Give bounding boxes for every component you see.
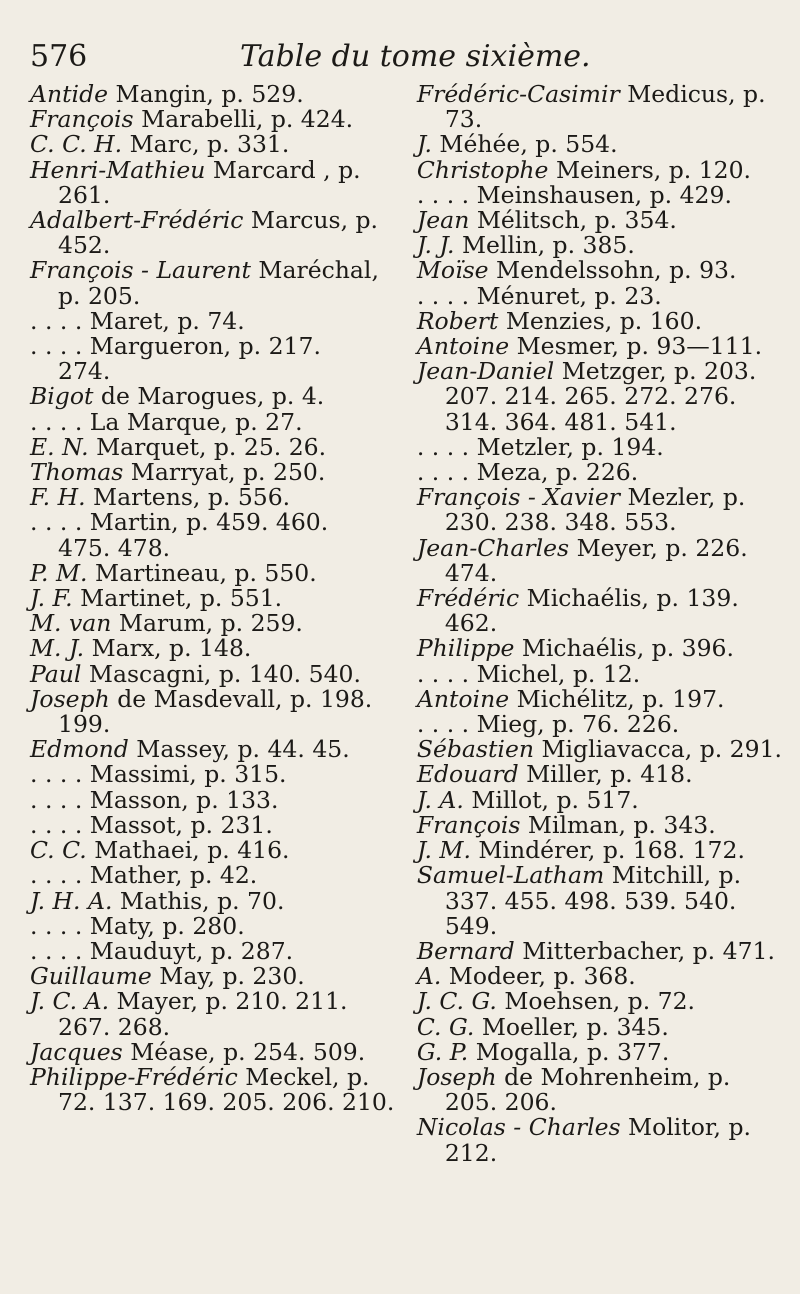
index-entry [417, 485, 782, 535]
entry-given-name: Antide [30, 80, 109, 108]
entry-surname-pages: Martineau, p. 550. [95, 558, 317, 587]
entry-given-name: Guillaume [30, 962, 152, 991]
entry-surname-pages: de Mohrenheim, p. [504, 1062, 731, 1091]
entry-surname-pages: . . . . Martin, p. 459. 460. [30, 508, 329, 537]
entry-surname-pages: Migliavacca, p. 291. [541, 735, 782, 764]
index-entry [30, 485, 399, 510]
entry-continuation: 230. 238. 348. 553. [444, 508, 677, 537]
entry-surname-pages: Martinet, p. 551. [80, 584, 283, 613]
index-entry [30, 886, 399, 915]
entry-given-name: Frédéric-Casimir [416, 80, 620, 108]
entry-surname-pages: Mascagni, p. 140. 540. [88, 659, 361, 688]
index-entry [416, 1012, 782, 1041]
entry-surname-pages: Mathis, p. 70. [119, 886, 285, 915]
entry-given-name: Samuel-Latham [416, 861, 605, 890]
entry-surname-pages: . . . . Metzler, p. 194. [416, 432, 664, 461]
entry-given-name: François - Xavier [416, 483, 620, 512]
index-entry [30, 684, 399, 739]
entry-given-name: Joseph [30, 684, 110, 713]
index-entry [30, 636, 399, 661]
entry-surname-pages: de Marogues, p. 4. [100, 382, 325, 411]
entry-continuation: 72. 137. 169. 205. 206. 210. [58, 1088, 395, 1117]
entry-continuation: 207. 214. 265. 272. 276. 314. 364. 481. 541. [444, 382, 737, 436]
entry-surname-pages: Millot, p. 517. [471, 785, 639, 814]
entry-given-name: M. J. [30, 634, 85, 663]
right-index-column [413, 82, 782, 1166]
index-entry [416, 1062, 782, 1117]
entry-given-name: Sébastien [416, 735, 534, 764]
index-entry [417, 1115, 782, 1165]
entry-surname-pages: . . . . Ménuret, p. 23. [416, 281, 662, 310]
entry-surname-pages: Méhée, p. 554. [439, 130, 618, 159]
index-entry [417, 636, 782, 661]
index-entry [30, 964, 399, 989]
index-columns [30, 82, 782, 1166]
index-entry [416, 281, 782, 310]
index-entry [417, 863, 782, 939]
entry-surname-pages: Marum, p. 259. [118, 609, 303, 638]
index-entry [417, 334, 782, 359]
entry-given-name: Jean-Charles [416, 533, 570, 562]
index-entry [30, 989, 399, 1039]
index-entry [416, 684, 782, 713]
entry-surname-pages: . . . . Meinshausen, p. 429. [416, 180, 732, 209]
index-entry [30, 510, 399, 560]
entry-surname-pages: Michaélis, p. 396. [521, 634, 734, 663]
index-entry [417, 208, 782, 233]
entry-given-name: Moïse [416, 256, 489, 285]
index-entry [30, 132, 399, 157]
entry-surname-pages: May, p. 230. [159, 962, 305, 991]
index-entry [416, 810, 782, 839]
entry-surname-pages: Marx, p. 148. [91, 634, 252, 663]
entry-continuation: 73. [444, 105, 483, 134]
entry-given-name: Jean [416, 206, 470, 235]
entry-given-name: Philippe-Frédéric [30, 1062, 238, 1091]
entry-surname-pages: . . . . Meza, p. 226. [416, 458, 639, 487]
index-entry [417, 233, 782, 258]
entry-surname-pages: Moehsen, p. 72. [504, 987, 696, 1016]
index-entry [30, 107, 399, 132]
entry-continuation: 199. [58, 710, 111, 739]
index-entry [30, 258, 399, 308]
entry-surname-pages: Marabelli, p. 424. [141, 105, 354, 134]
index-entry [30, 155, 399, 209]
entry-given-name: François [30, 105, 134, 134]
index-entry [417, 737, 782, 762]
entry-surname-pages: . . . . Mather, p. 42. [30, 861, 258, 890]
entry-given-name: M. van [30, 609, 112, 638]
entry-given-name: P. M. [30, 558, 88, 587]
entry-surname-pages: Molitor, p. [628, 1113, 751, 1142]
index-entry [30, 460, 399, 485]
entry-given-name: J. J. [416, 231, 455, 260]
page-number: 576 [30, 39, 88, 74]
index-entry [30, 762, 399, 787]
entry-given-name: Antoine [416, 684, 510, 713]
index-entry [416, 936, 782, 965]
entry-given-name: Robert [416, 306, 499, 335]
entry-surname-pages: Miller, p. 418. [526, 760, 693, 789]
entry-given-name: F. H. [30, 483, 86, 512]
entry-surname-pages: Milman, p. 343. [527, 810, 716, 839]
entry-given-name: Paul [30, 659, 82, 688]
entry-surname-pages: Menzies, p. 160. [505, 306, 703, 335]
entry-given-name: J. H. A. [30, 886, 113, 915]
index-entry [30, 558, 399, 587]
entry-surname-pages: . . . . Massimi, p. 315. [30, 760, 287, 789]
index-entry [30, 838, 399, 863]
entry-given-name: E. N. [30, 432, 89, 461]
entry-given-name: Joseph [416, 1062, 497, 1091]
entry-given-name: Jean-Daniel [416, 357, 555, 386]
running-header [30, 34, 782, 80]
entry-given-name: Adalbert-Frédéric [30, 206, 244, 235]
entry-surname-pages: Massey, p. 44. 45. [136, 735, 350, 764]
entry-surname-pages: . . . . Massot, p. 231. [30, 810, 273, 839]
entry-surname-pages: Marcard , p. [212, 155, 361, 184]
entry-continuation: 474. [444, 558, 498, 587]
entry-surname-pages: Mogalla, p. 377. [475, 1037, 670, 1066]
entry-given-name: Edmond [30, 735, 129, 764]
index-entry [30, 1037, 399, 1066]
entry-continuation: 462. [444, 609, 498, 638]
index-entry [416, 659, 782, 688]
entry-surname-pages: . . . . La Marque, p. 27. [30, 407, 303, 436]
entry-surname-pages: . . . . Masson, p. 133. [30, 785, 279, 814]
entry-continuation: 267. 268. [58, 1012, 171, 1041]
entry-given-name: Antoine [416, 332, 510, 361]
entry-given-name: François - Laurent [30, 256, 251, 285]
index-entry [416, 533, 782, 587]
entry-surname-pages: Moeller, p. 345. [481, 1012, 669, 1041]
entry-given-name: François [416, 810, 521, 839]
entry-surname-pages: Martens, p. 556. [93, 483, 291, 512]
entry-surname-pages: Mezler, p. [627, 483, 746, 512]
entry-given-name: Henri-Mathieu [30, 155, 206, 184]
index-entry [30, 1062, 399, 1117]
index-entry [30, 306, 399, 335]
index-entry [30, 737, 399, 762]
entry-surname-pages: Mathaei, p. 416. [94, 836, 290, 865]
entry-surname-pages: Mélitsch, p. 354. [476, 206, 677, 235]
entry-surname-pages: Marcus, p. [250, 206, 379, 235]
entry-continuation: 261. [58, 180, 111, 209]
index-entry [416, 785, 782, 814]
entry-surname-pages: Méase, p. 254. 509. [130, 1037, 366, 1066]
entry-surname-pages: . . . . Margueron, p. 217. [30, 332, 321, 361]
entry-given-name: J. C. A. [30, 987, 110, 1016]
index-entry [30, 407, 399, 436]
index-entry [416, 306, 782, 335]
index-entry [30, 810, 399, 839]
index-entry [30, 911, 399, 940]
index-entry [416, 155, 782, 184]
index-entry [417, 964, 782, 989]
entry-given-name: C. C. H. [30, 130, 123, 159]
index-entry [30, 611, 399, 636]
entry-continuation: 212. [444, 1138, 498, 1167]
index-entry [417, 586, 782, 636]
index-entry [417, 258, 782, 283]
entry-continuation: p. 205. [58, 281, 141, 310]
entry-surname-pages: Meckel, p. [245, 1062, 370, 1091]
index-entry [30, 334, 399, 384]
entry-continuation: 337. 455. 498. 539. 540. 549. [444, 886, 737, 940]
entry-given-name: Edouard [416, 760, 519, 789]
index-entry [417, 838, 782, 863]
entry-surname-pages: Mendelssohn, p. 93. [496, 256, 737, 285]
index-entry [30, 659, 399, 688]
index-entry [417, 989, 782, 1014]
entry-given-name: C. G. [416, 1012, 475, 1041]
entry-surname-pages: Meiners, p. 120. [555, 155, 752, 184]
entry-surname-pages: Michaélis, p. 139. [526, 584, 739, 613]
entry-surname-pages: . . . . Michel, p. 12. [416, 659, 641, 688]
entry-surname-pages: Marc, p. 331. [129, 130, 290, 159]
running-title: Table du tome sixième. [240, 39, 591, 74]
entry-given-name: J. [416, 130, 432, 159]
entry-surname-pages: Marquet, p. 25. 26. [96, 432, 327, 461]
entry-given-name: Bernard [416, 936, 515, 965]
entry-given-name: A. [416, 962, 442, 991]
entry-surname-pages: Mesmer, p. 93—111. [516, 332, 763, 361]
index-entry [417, 460, 782, 485]
entry-surname-pages: Medicus, p. [627, 80, 766, 108]
entry-surname-pages: . . . . Mauduyt, p. 287. [30, 936, 294, 965]
entry-surname-pages: Modeer, p. 368. [448, 962, 636, 991]
entry-continuation: 205. 206. [444, 1088, 557, 1117]
index-entry [30, 432, 399, 461]
entry-surname-pages: Metzger, p. 203. [561, 357, 757, 386]
entry-given-name: Jacques [30, 1037, 123, 1066]
index-entry [30, 936, 399, 965]
index-entry [30, 208, 399, 258]
index-entry [416, 1037, 782, 1066]
entry-surname-pages: de Masdevall, p. 198. [117, 684, 373, 713]
index-entry [30, 384, 399, 409]
entry-surname-pages: Mitterbacher, p. 471. [522, 936, 775, 965]
entry-continuation: 475. 478. [58, 533, 171, 562]
entry-surname-pages: Mellin, p. 385. [461, 231, 635, 260]
index-entry [417, 82, 782, 132]
index-entry [30, 82, 399, 107]
entry-surname-pages: . . . . Maty, p. 280. [30, 911, 245, 940]
entry-given-name: G. P. [416, 1037, 469, 1066]
index-entry [417, 762, 782, 787]
entry-continuation: 274. [58, 357, 111, 386]
entry-given-name: J. F. [30, 584, 73, 613]
entry-given-name: J. M. [416, 836, 471, 865]
entry-given-name: Bigot [30, 382, 94, 411]
entry-given-name: Christophe [416, 155, 549, 184]
index-entry [416, 180, 782, 209]
entry-given-name: Thomas [30, 458, 124, 487]
entry-surname-pages: Marryat, p. 250. [130, 458, 326, 487]
index-entry [30, 863, 399, 888]
left-index-column [30, 82, 399, 1166]
index-entry [417, 359, 782, 435]
entry-surname-pages: Meyer, p. 226. [576, 533, 748, 562]
entry-surname-pages: Mitchill, p. [611, 861, 742, 890]
entry-continuation: 452. [58, 231, 111, 260]
entry-given-name: Philippe [416, 634, 515, 663]
entry-given-name: C. C. [30, 836, 87, 865]
entry-surname-pages: Mayer, p. 210. 211. [116, 987, 348, 1016]
entry-given-name: Frédéric [416, 584, 520, 613]
index-entry [30, 586, 399, 611]
index-entry [417, 132, 782, 157]
entry-given-name: J. A. [416, 785, 464, 814]
entry-surname-pages: . . . . Maret, p. 74. [30, 306, 245, 335]
entry-given-name: J. C. G. [416, 987, 497, 1016]
entry-surname-pages: . . . . Mieg, p. 76. 226. [416, 710, 680, 739]
entry-surname-pages: Michélitz, p. 197. [516, 684, 725, 713]
entry-given-name: Nicolas - Charles [416, 1113, 621, 1142]
index-entry [30, 785, 399, 814]
entry-surname-pages: Mindérer, p. 168. 172. [478, 836, 745, 865]
index-entry [416, 432, 782, 461]
index-entry [417, 712, 782, 737]
entry-surname-pages: Mangin, p. 529. [115, 80, 304, 108]
entry-surname-pages: Maréchal, [258, 256, 379, 285]
